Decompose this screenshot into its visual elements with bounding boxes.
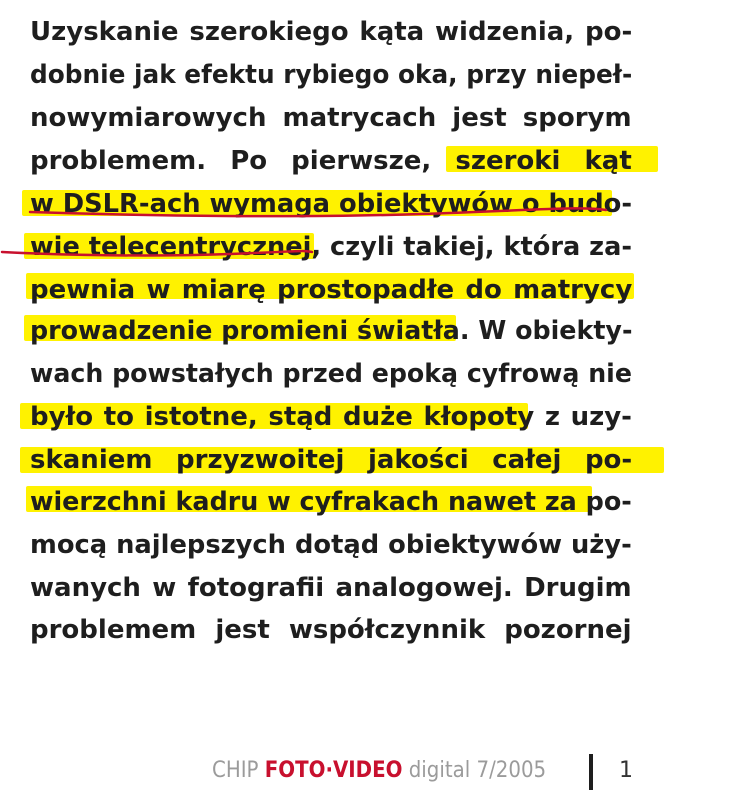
text-line: wanych w fotografii analogowej. Drugim xyxy=(30,573,632,603)
text-line: wach powstałych przed epoką cyfrową nie xyxy=(30,359,632,389)
pen-underline xyxy=(2,251,312,256)
footer-divider xyxy=(589,754,593,790)
text-line: problemem jest współczynnik pozornej xyxy=(30,615,632,645)
footer-prefix: CHIP xyxy=(212,758,265,783)
footer-separator: · xyxy=(325,758,333,783)
text-line: Uzyskanie szerokiego kąta widzenia, po- xyxy=(30,17,633,47)
footer-suffix: digital 7/2005 xyxy=(402,758,547,783)
text-line: skaniem przyzwoitej jakości całej po- xyxy=(30,445,633,475)
pen-underline xyxy=(30,208,606,216)
text-line: prowadzenie promieni światła. W obiekty- xyxy=(30,316,633,346)
text-line: pewnia w miarę prostopadłe do matrycy xyxy=(30,275,633,305)
page-footer xyxy=(212,756,546,786)
footer-brand-foto: FOTO xyxy=(264,758,326,783)
text-line: wie telecentrycznej, czyli takiej, która za- xyxy=(30,232,632,262)
text-line: w DSLR-ach wymaga obiektywów o budo- xyxy=(30,189,633,219)
text-line: problemem. Po pierwsze, szeroki kąt xyxy=(30,146,632,176)
text-line: mocą najlepszych dotąd obiektywów uży- xyxy=(30,530,632,560)
text-line: było to istotne, stąd duże kłopoty z uzy- xyxy=(30,402,632,432)
text-line: nowymiarowych matrycach jest sporym xyxy=(30,103,632,133)
text-line: wierzchni kadru w cyfrakach nawet za po- xyxy=(30,487,632,517)
footer-brand-video: VIDEO xyxy=(332,758,403,783)
page-number: 1 xyxy=(619,758,633,783)
text-line: dobnie jak efektu rybiego oka, przy niepeł- xyxy=(30,60,633,90)
